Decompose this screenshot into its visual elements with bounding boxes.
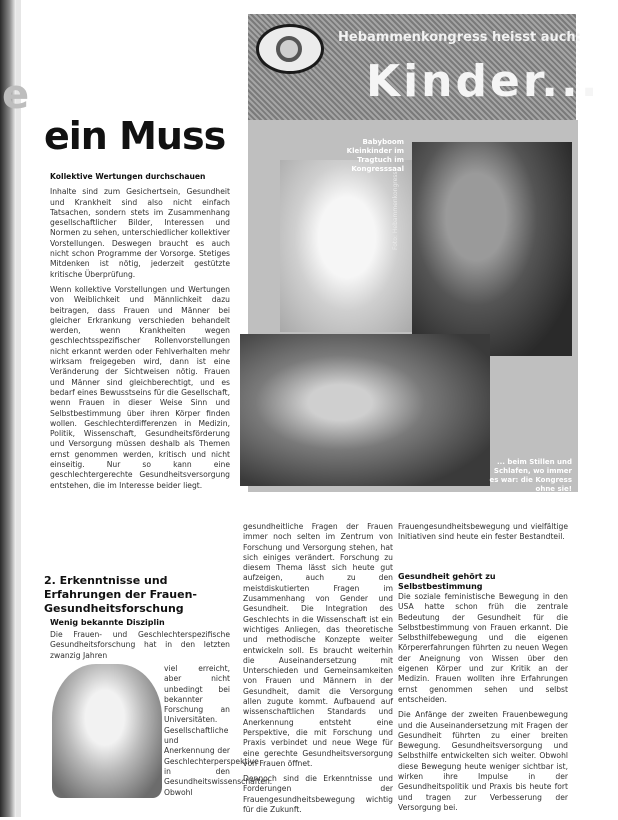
side-letter: e — [2, 72, 30, 118]
page-edge-shadow — [0, 0, 16, 817]
column-2 — [243, 522, 393, 820]
article-title: ein Muss — [44, 114, 226, 158]
subhead-disziplin: Wenig bekannte Disziplin — [50, 618, 165, 627]
section-heading: 2. Erkenntnisse und Erfahrungen der Frauen-Gesundheitsforschung — [44, 574, 197, 615]
header-subtitle: Hebammenkongress heisst auch: — [338, 30, 581, 45]
column-1-wrap — [164, 664, 273, 803]
paragraph: gesundheitliche Fragen der Frauen immer noch selten im Zentrum von Forschung und Versorgung stehen, hat sich einiges verändert. Forschung zu diesem Thema lässt sich heute gut aufzeigen, auch zu den meistdiskutierten Fragen im Zusammenhang von Gender und Gesundheit. Die Integration des Geschlechts in die Wissenschaft ist ein wichtiges Anliegen, das theoretische und methodische Konzepte weiter entwickeln soll. Es braucht weiterhin die Auseinandersetzung mit Unterschieden und Gemeinsamkeiten von Frauen und Männern in der Gesundheit, damit die Versorgung allen zugute kommt. Aufbauend auf wissenschaftlichen Standards und Anerkennung entsteht eine Perspektive, die mit Forschung und Praxis verbindet und neue Wege für eine gerechte Gesundheitsversorgung von Frauen öffnet. — [243, 522, 393, 768]
photo-baby-sleeping — [240, 334, 490, 486]
photo-credit: Foto: Hebammenkongress — [392, 171, 399, 250]
column-1 — [50, 172, 230, 496]
subhead-kollektive: Kollektive Wertungen durchschauen — [50, 172, 206, 181]
photo-baby-small — [52, 664, 162, 798]
caption-top: Babyboom Kleinkinder im Tragtuch im Kongresssaal — [346, 138, 404, 173]
paragraph: Frauengesundheitsbewegung und vielfältige Initiativen sind heute ein fester Bestandteil. — [398, 522, 568, 542]
subhead-selbstbestimmung: Gesundheit gehört zu Selbstbestimmung — [398, 572, 496, 591]
paragraph: Dennoch sind die Erkenntnisse und Forderungen der Frauengesundheitsbewegung wichtig für die Zukunft. — [243, 774, 393, 815]
logo-icon — [276, 36, 302, 62]
column-3 — [398, 522, 568, 548]
paragraph: Die Frauen- und Geschlechterspezifische Gesundheitsforschung hat in den letzten zwanzig Jahren — [50, 630, 230, 660]
column-3-lower — [398, 592, 568, 818]
photo-baby-dark — [412, 142, 572, 356]
paragraph: Inhalte sind zum Gesichertsein, Gesundheit und Krankheit sind also nicht einfach Tatsachen, sondern stets im Zusammenhang gesellschaftlicher Bilder, Interessen und Normen zu sehen, unterschiedlicher kollektiver Vorstellungen. Deswegen braucht es auch nicht schon Programme der Vorsorge. Stetiges Mitdenken ist nötig, jederzeit gestützte kritische Überprüfung. — [50, 187, 230, 279]
paragraph: viel erreicht, aber nicht unbedingt bei bekannter Forschung an Universitäten. Gesellschaftliche und Anerkennung der Geschlechterperspektive in den Gesundheitswissenschaften. Obwohl — [164, 664, 273, 797]
caption-bottom: ... beim Stillen und Schlafen, wo immer es war: die Kongress ohne sie! — [489, 458, 572, 493]
column-1-lower — [50, 630, 230, 666]
paragraph: Die Anfänge der zweiten Frauenbewegung und die Auseinandersetzung mit Fragen der Gesundheit führten zu einer breiten Bewegung. Gesundheitsversorgung und Selbsthilfe entwickelten sich weiter. Obwohl diese Bewegung heute weniger sichtbar ist, wirken ihre Impulse in der Gesundheitspolitik und Praxis bis heute fort und tragen zur Verbesserung der Versorgung bei. — [398, 710, 568, 812]
header-kinder: Kinder... — [366, 56, 601, 107]
paragraph: Wenn kollektive Vorstellungen und Wertungen von Weiblichkeit und Männlichkeit dazu beitragen, dass Frauen und Männer bei gleicher Erkrankung verschieden behandelt werden, wenn Krankheiten wegen geschlechtsspezifischer Rollenvorstellungen nicht erkannt werden oder Fehlverhalten mehr wirksam freigegeben wird, dann ist eine Veränderung der Sichtweisen nötig. Frauen und Männer sind gleichberechtigt, und es bedarf eines Bewusstseins für die Gesellschaft, wenn Frauen in dieser Weise Sinn und Selbstbestimmung über ihren Körper finden wollen. Geschlechterdifferenzen in Medizin, Politik, Wissenschaft, Gesundheitsförderung und Versorgung müssen deshalb als Themen ernst genommen werden, kritisch und nicht einseitig. Nur so kann eine geschlechtergerechte Gesundheitsversorgung entstehen, die im Interesse beider liegt. — [50, 284, 230, 490]
page-fold — [16, 0, 21, 817]
paragraph: Die soziale feministische Bewegung in den USA hatte schon früh die zentrale Bedeutung der Gesundheit für die Selbstbestimmung von Frauen erkannt. Die Selbsthilfebewegung und die eigenen Körpererfahrungen führten zu neuen Wegen der Aneignung von Wissen über den eigenen Körper und zur Kritik an der Medizin. Frauen wollten ihre Erfahrungen ernst genommen sehen und selbst entscheiden. — [398, 592, 568, 704]
